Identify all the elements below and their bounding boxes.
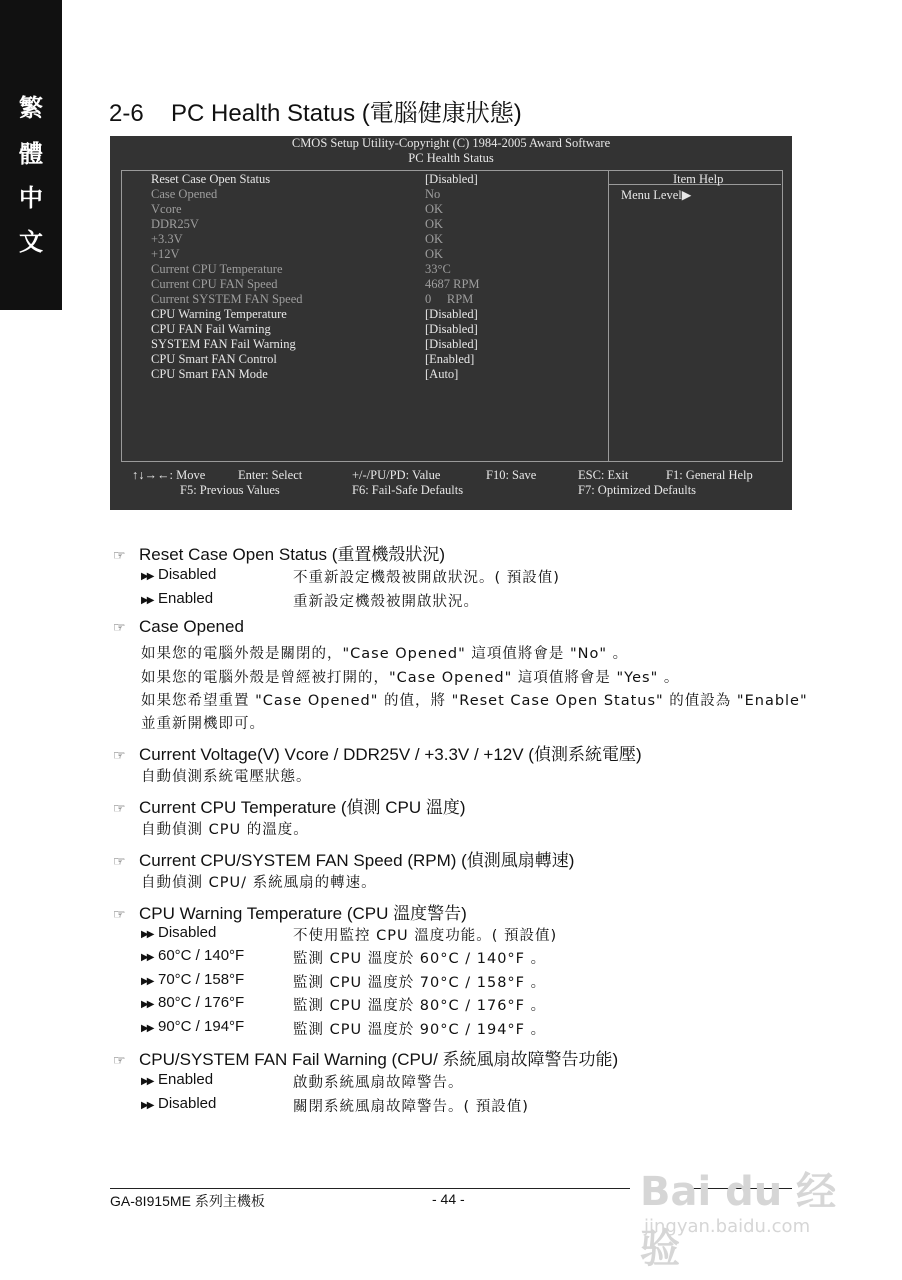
section-number: 2-6	[109, 100, 144, 127]
double-arrow-icon: ▶▶	[141, 1076, 153, 1087]
key-value: +/-/PU/PD: Value	[352, 468, 441, 482]
bios-page-title: PC Health Status	[408, 151, 494, 165]
side-language-tab	[0, 0, 62, 310]
bios-row-cpu-fan-speed: Current CPU FAN Speed 4687 RPM	[151, 277, 480, 291]
pointing-hand-icon: ☞	[113, 1052, 126, 1068]
paragraph-line: 如果您的電腦外殼是曾經被打開的，"Case Opened" 這項值將會是 "Yes" 。	[141, 670, 680, 686]
bios-row-reset-case[interactable]: Reset Case Open Status [Disabled]	[151, 172, 478, 186]
double-arrow-icon: ▶▶	[141, 999, 153, 1010]
key-f5: F5: Previous Values	[180, 483, 280, 497]
bios-row-cpu-temp: Current CPU Temperature 33°C	[151, 262, 451, 276]
double-arrow-icon: ▶▶	[141, 952, 153, 963]
bios-row-3v3: +3.3V OK	[151, 232, 444, 246]
option-description: 啟動系統風扇故障警告。	[293, 1075, 464, 1091]
option-label: ▶▶ Disabled	[141, 566, 217, 583]
pointing-hand-icon: ☞	[113, 800, 126, 816]
option-label: ▶▶ Enabled	[141, 590, 214, 607]
option-label: ▶▶ Disabled	[141, 924, 217, 941]
double-arrow-icon: ▶▶	[141, 1023, 153, 1034]
bios-row-case-opened: Case Opened No	[151, 187, 441, 201]
double-arrow-icon: ▶▶	[141, 571, 153, 582]
bios-divider	[608, 170, 609, 461]
menu-level: Menu Level▶	[621, 188, 692, 202]
option-description: 不重新設定機殼被開啟狀況。( 預設值)	[293, 570, 560, 586]
pointing-hand-icon: ☞	[113, 547, 126, 563]
paragraph-line: 並重新開機即可。	[141, 716, 265, 732]
key-f6: F6: Fail-Safe Defaults	[352, 483, 464, 497]
side-tab-char: 體	[19, 139, 43, 168]
double-arrow-icon: ▶▶	[141, 976, 153, 987]
section-heading: ☞ Current CPU Temperature (偵測 CPU 溫度)	[113, 798, 466, 817]
option-label: ▶▶ 60°C / 140°F	[141, 947, 245, 964]
key-move: ↑↓→←: Move	[132, 468, 206, 482]
option-label: ▶▶ 80°C / 176°F	[141, 994, 245, 1011]
page-number: - 44 -	[432, 1191, 465, 1207]
pointing-hand-icon: ☞	[113, 747, 126, 763]
option-description: 監測 CPU 溫度於 70°C / 158°F 。	[293, 975, 547, 991]
section-heading: ☞ Current CPU/SYSTEM FAN Speed (RPM) (偵測風扇轉速)	[113, 851, 575, 870]
paragraph-line: 如果您希望重置 "Case Opened" 的值，將 "Reset Case Open Status" 的值設為 "Enable"	[141, 693, 808, 709]
section-title: PC Health Status (電腦健康狀態)	[171, 100, 522, 127]
option-description: 監測 CPU 溫度於 60°C / 140°F 。	[293, 951, 547, 967]
key-esc: ESC: Exit	[578, 468, 629, 482]
bios-row-12v: +12V OK	[151, 247, 444, 261]
option-label: ▶▶ Enabled	[141, 1071, 214, 1088]
bios-row-vcore: Vcore OK	[151, 202, 444, 216]
key-f1: F1: General Help	[666, 468, 753, 482]
side-tab-char: 繁	[19, 93, 43, 122]
bios-row-sys-fan-fail[interactable]: SYSTEM FAN Fail Warning [Disabled]	[151, 337, 478, 351]
page-title	[109, 93, 522, 128]
option-description: 監測 CPU 溫度於 90°C / 194°F 。	[293, 1022, 547, 1038]
watermark-brand: Bai du 经验	[640, 1169, 837, 1272]
option-label: ▶▶ Disabled	[141, 1095, 217, 1112]
key-f7: F7: Optimized Defaults	[578, 483, 697, 497]
option-label: ▶▶ 90°C / 194°F	[141, 1018, 245, 1035]
side-tab-char: 中	[19, 183, 43, 212]
pointing-hand-icon: ☞	[113, 853, 126, 869]
bios-row-smart-fan-mode[interactable]: CPU Smart FAN Mode [Auto]	[151, 367, 459, 381]
option-label: ▶▶ 70°C / 158°F	[141, 971, 245, 988]
double-arrow-icon: ▶▶	[141, 1100, 153, 1111]
item-help-heading: Item Help	[673, 172, 724, 186]
footer-rule	[110, 1188, 630, 1189]
option-description: 關閉系統風扇故障警告。( 預設值)	[293, 1099, 529, 1115]
side-tab-char: 文	[19, 227, 43, 256]
option-description: 重新設定機殼被開啟狀況。	[293, 594, 479, 610]
bios-row-smart-fan-control[interactable]: CPU Smart FAN Control [Enabled]	[151, 352, 475, 366]
baidu-watermark	[640, 1150, 860, 1272]
bios-row-sys-fan-speed: Current SYSTEM FAN Speed 0 RPM	[151, 292, 474, 306]
footer-model: GA-8I915ME 系列主機板	[110, 1193, 265, 1209]
section-heading: ☞ Current Voltage(V) Vcore / DDR25V / +3.3V / +12V (偵測系統電壓)	[113, 745, 642, 764]
key-f10: F10: Save	[486, 468, 537, 482]
section-heading: ☞ CPU Warning Temperature (CPU 溫度警告)	[113, 904, 467, 923]
paragraph-line: 自動偵測 CPU/ 系統風扇的轉速。	[141, 875, 377, 891]
option-description: 監測 CPU 溫度於 80°C / 176°F 。	[293, 998, 547, 1014]
double-arrow-icon: ▶▶	[141, 595, 153, 606]
bios-row-cpu-warning-temp[interactable]: CPU Warning Temperature [Disabled]	[151, 307, 478, 321]
option-description: 不使用監控 CPU 溫度功能。( 預設值)	[293, 928, 558, 944]
bios-row-cpu-fan-fail[interactable]: CPU FAN Fail Warning [Disabled]	[151, 322, 478, 336]
paragraph-line: 如果您的電腦外殼是關閉的，"Case Opened" 這項值將會是 "No" 。	[141, 646, 629, 662]
pointing-hand-icon: ☞	[113, 619, 126, 635]
section-heading: ☞ Reset Case Open Status (重置機殼狀況)	[113, 545, 446, 564]
pointing-hand-icon: ☞	[113, 906, 126, 922]
section-heading: ☞ CPU/SYSTEM FAN Fail Warning (CPU/ 系統風扇故障警告功能)	[113, 1050, 619, 1069]
bios-row-ddr25v: DDR25V OK	[151, 217, 444, 231]
watermark-url: jingyan.baidu.com	[644, 1216, 811, 1237]
double-arrow-icon: ▶▶	[141, 929, 153, 940]
section-heading: ☞ Case Opened	[113, 617, 244, 636]
paragraph-line: 自動偵測系統電壓狀態。	[141, 769, 312, 785]
key-enter: Enter: Select	[238, 468, 303, 482]
bios-copyright: CMOS Setup Utility-Copyright (C) 1984-2005 Award Software	[291, 136, 611, 150]
paragraph-line: 自動偵測 CPU 的溫度。	[141, 822, 309, 838]
bios-screen	[110, 136, 792, 510]
